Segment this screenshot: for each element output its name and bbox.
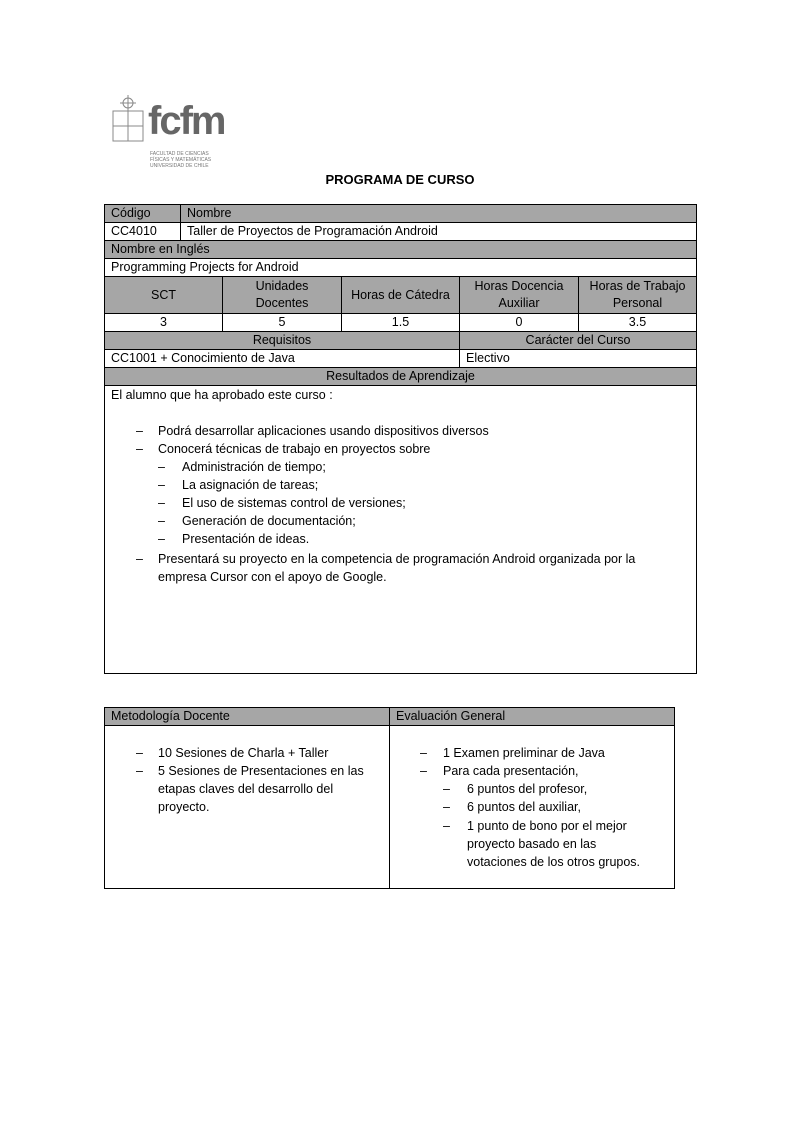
logo	[110, 95, 235, 175]
dash-bullet: –	[136, 442, 143, 456]
dash-bullet: –	[443, 819, 450, 833]
results-label: Resultados de Aprendizaje	[104, 367, 697, 386]
english-name: Programming Projects for Android	[104, 258, 697, 277]
dash-bullet: –	[158, 496, 165, 510]
dash-bullet: –	[136, 424, 143, 438]
results-intro: El alumno que ha aprobado este curso :	[111, 388, 333, 402]
dash-bullet: –	[158, 478, 165, 492]
hours-header: Horas de Cátedra	[341, 276, 460, 314]
result-subitem: La asignación de tareas;	[182, 478, 319, 492]
dash-bullet: –	[136, 552, 143, 566]
hours-value: 0	[459, 313, 579, 332]
hours-value: 1.5	[341, 313, 460, 332]
eval-subitem: proyecto basado en las	[467, 837, 597, 851]
dash-bullet: –	[136, 764, 143, 778]
eval-subitem: 6 puntos del profesor,	[467, 782, 588, 796]
dash-bullet: –	[420, 764, 427, 778]
course-name: Taller de Proyectos de Programación Android	[180, 222, 697, 241]
dash-bullet: –	[158, 532, 165, 546]
logo-subtitle: FACULTAD DE CIENCIAS	[150, 151, 209, 157]
result-subitem: Presentación de ideas.	[182, 532, 310, 546]
result-subitem: Generación de documentación;	[182, 514, 356, 528]
result-item: empresa Cursor con el apoyo de Google.	[158, 570, 387, 584]
result-subitem: El uso de sistemas control de versiones;	[182, 496, 406, 510]
hours-value: 5	[222, 313, 342, 332]
page-title: PROGRAMA DE CURSO	[325, 172, 475, 187]
eval-item: 1 Examen preliminar de Java	[443, 746, 605, 760]
logo-subtitle: UNIVERSIDAD DE CHILE	[150, 163, 209, 169]
hours-header: Unidades Docentes	[222, 276, 342, 314]
result-subitem: Administración de tiempo;	[182, 460, 326, 474]
dash-bullet: –	[158, 460, 165, 474]
hours-header: Horas Docencia Auxiliar	[459, 276, 579, 314]
university-seal-icon	[110, 95, 146, 145]
method-item: 10 Sesiones de Charla + Taller	[158, 746, 329, 760]
logo-text: fcfm	[148, 99, 225, 143]
dash-bullet: –	[136, 746, 143, 760]
hours-header: Horas de Trabajo Personal	[578, 276, 697, 314]
eval-subitem: votaciones de los otros grupos.	[467, 855, 641, 869]
name-label: Nombre	[180, 204, 697, 223]
eval-subitem: 1 punto de bono por el mejor	[467, 819, 627, 833]
result-item: Podrá desarrollar aplicaciones usando dispositivos diversos	[158, 424, 489, 438]
dash-bullet: –	[443, 800, 450, 814]
result-item: Conocerá técnicas de trabajo en proyectos sobre	[158, 442, 431, 456]
hours-header: SCT	[104, 276, 223, 314]
requirements-value: CC1001 + Conocimiento de Java	[104, 349, 460, 368]
method-item: 5 Sesiones de Presentaciones en las	[158, 764, 364, 778]
method-item: proyecto.	[158, 800, 210, 814]
dash-bullet: –	[420, 746, 427, 760]
english-name-label: Nombre en Inglés	[104, 240, 697, 259]
evaluation-label: Evaluación General	[389, 707, 675, 726]
eval-subitem: 6 puntos del auxiliar,	[467, 800, 581, 814]
character-label: Carácter del Curso	[459, 331, 697, 350]
dash-bullet: –	[158, 514, 165, 528]
dash-bullet: –	[443, 782, 450, 796]
eval-item: Para cada presentación,	[443, 764, 579, 778]
requirements-label: Requisitos	[104, 331, 460, 350]
result-item: Presentará su proyecto en la competencia de programación Android organizada por la	[158, 552, 636, 566]
code-label: Código	[104, 204, 181, 223]
logo-subtitle: FÍSICAS Y MATEMÁTICAS	[150, 157, 212, 163]
hours-value: 3	[104, 313, 223, 332]
method-item: etapas claves del desarrollo del	[158, 782, 334, 796]
character-value: Electivo	[459, 349, 697, 368]
hours-value: 3.5	[578, 313, 697, 332]
course-code: CC4010	[104, 222, 181, 241]
methodology-label: Metodología Docente	[104, 707, 390, 726]
